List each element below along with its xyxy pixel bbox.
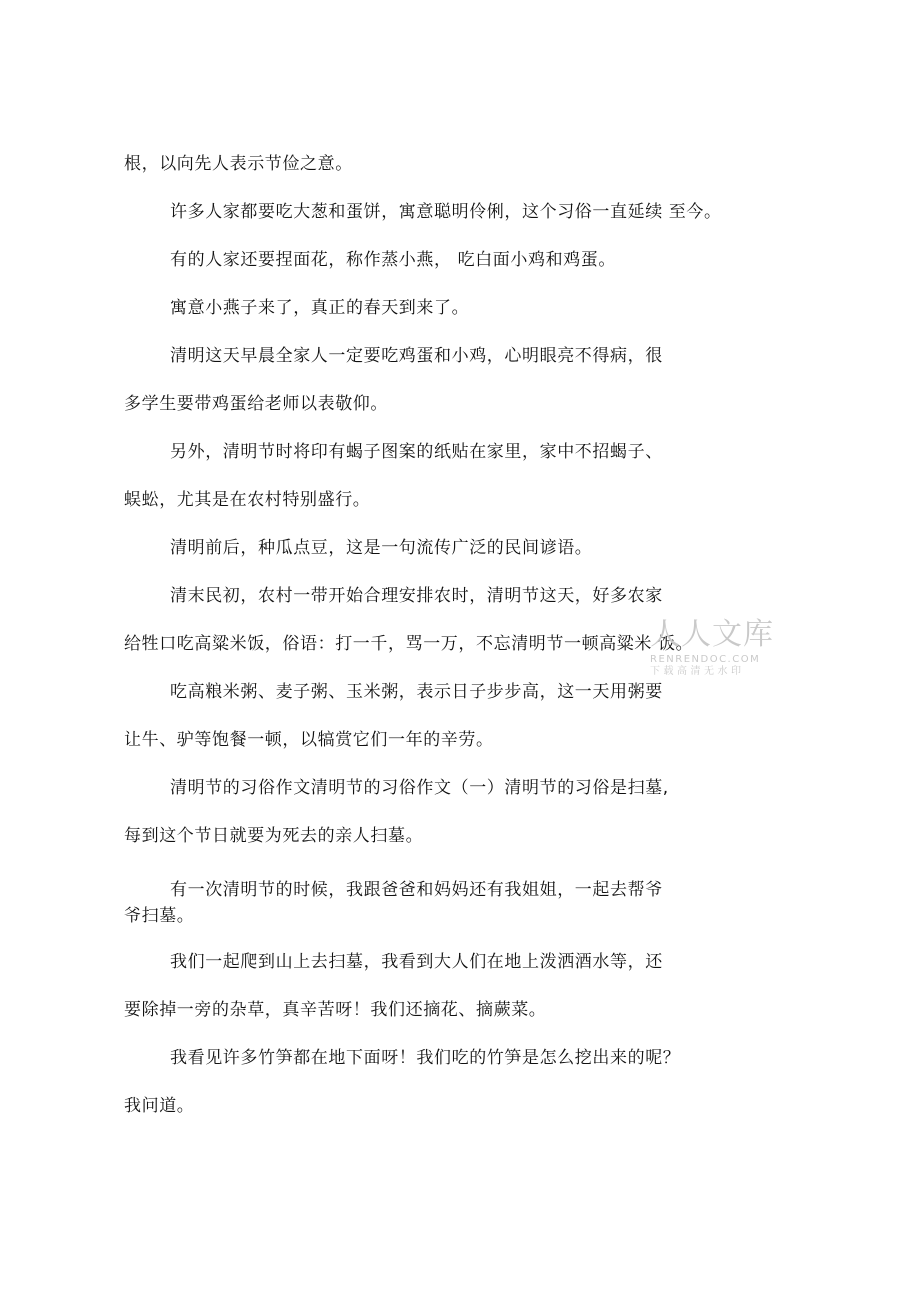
- text-line: 爷扫墓。: [124, 906, 195, 926]
- text-line: 给牲口吃高粱米饭，俗语：打一千，骂一万，不忘清明节一顿高粱米 饭。: [124, 634, 694, 654]
- text-line: 要除掉一旁的杂草，真辛苦呀！我们还摘花、摘蕨菜。: [124, 1000, 547, 1020]
- watermark-domain: RENRENDOC.COM: [650, 654, 761, 665]
- text-line: 根，以向先人表示节俭之意。: [124, 154, 353, 174]
- text-line: 每到这个节日就要为死去的亲人扫墓。: [124, 826, 424, 846]
- text-line: 有一次清明节的时候，我跟爸爸和妈妈还有我姐姐，一起去帮爷: [170, 880, 663, 900]
- text-line: 许多人家都要吃大葱和蛋饼，寓意聪明伶俐，这个习俗一直延续 至今。: [170, 202, 722, 222]
- text-line: 我问道。: [124, 1096, 195, 1116]
- watermark-title: 人人文库: [650, 617, 774, 652]
- text-line: 吃高粮米粥、麦子粥、玉米粥，表示日子步步高，这一天用粥要: [170, 682, 663, 702]
- text-line: 清末民初，农村一带开始合理安排农时，清明节这天，好多农家: [170, 586, 663, 606]
- text-line: 我们一起爬到山上去扫墓，我看到大人们在地上泼洒酒水等，还: [170, 952, 663, 972]
- text-line: 寓意小燕子来了，真正的春天到来了。: [170, 298, 470, 318]
- text-line: 有的人家还要捏面花，称作蒸小燕， 吃白面小鸡和鸡蛋。: [170, 250, 617, 270]
- text-line: 清明前后，种瓜点豆，这是一句流传广泛的民间谚语。: [170, 538, 593, 558]
- text-line: 蜈蚣，尤其是在农村特别盛行。: [124, 490, 371, 510]
- text-line: 让牛、驴等饱餐一顿，以犒赏它们一年的辛劳。: [124, 730, 494, 750]
- text-line: 另外，清明节时将印有蝎子图案的纸贴在家里，家中不招蝎子、: [170, 442, 663, 462]
- text-line: 多学生要带鸡蛋给老师以表敬仰。: [124, 394, 388, 414]
- text-line: 清明节的习俗作文清明节的习俗作文（一）清明节的习俗是扫墓,: [170, 778, 669, 798]
- text-line: 清明这天早晨全家人一定要吃鸡蛋和小鸡，心明眼亮不得病，很: [170, 346, 663, 366]
- text-line: 我看见许多竹笋都在地下面呀！我们吃的竹笋是怎么挖出来的呢？: [170, 1048, 681, 1068]
- watermark-subtitle: 下载高清无水印: [650, 666, 745, 677]
